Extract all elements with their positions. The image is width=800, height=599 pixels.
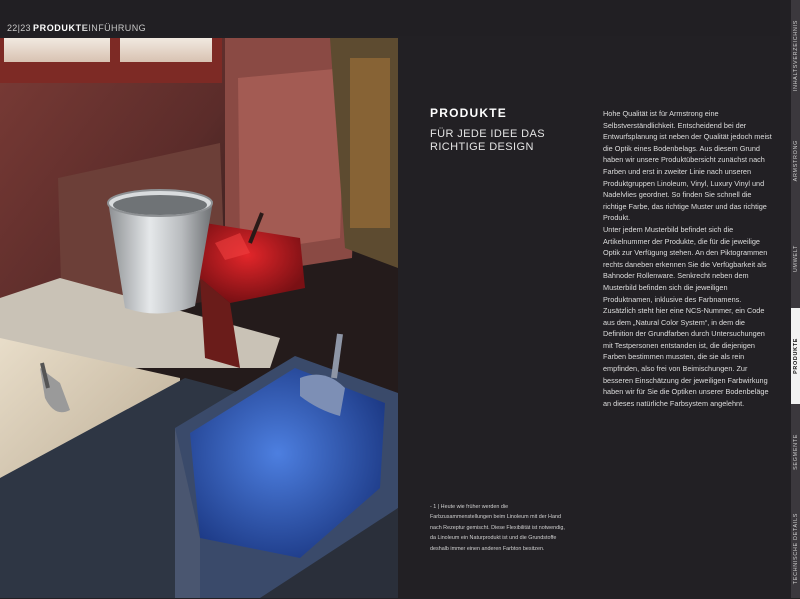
tab-segmente[interactable] (791, 404, 800, 501)
headline: PRODUKTE (430, 106, 507, 120)
tab-label: SEGMENTE (792, 434, 799, 470)
subsection-title: EINFÜHRUNG (82, 23, 146, 33)
page-header (0, 0, 780, 36)
body-text (603, 108, 775, 409)
tab-label: TECHNISCHE DETAILS (792, 513, 799, 585)
tab-label: UMWELT (792, 245, 799, 273)
tab-label: ARMSTRONG (792, 140, 799, 182)
page-numbers: 22|23 (7, 23, 31, 33)
tab-technische-details[interactable] (791, 500, 800, 599)
tab-umwelt[interactable] (791, 210, 800, 309)
photo-caption: - 1 | Heute wie früher werden die Farbzusammenstellungen beim Linoleum mit der Hand nach Rezeptur gemischt. Diese Flexibilität ist notwendig, da Linoleum ein Naturprodukt ist und die Grundstoffe deshalb immer einen anderen Farbton besitzen. (430, 504, 565, 552)
tab-inhaltsverzeichnis[interactable] (791, 0, 800, 113)
tab-label: PRODUKTE (792, 338, 799, 374)
workshop-photo (0, 38, 398, 598)
body-paragraph: Hohe Qualität ist für Armstrong eine Selbstverständlichkeit. Entscheidend bei der Entwurfsplanung ist neben der Qualität jedoch meist die Optik eines Bodenbelags. Aus diesem Grund haben wir unsere Produktübersicht zunächst nach Farben und erst in zweiter Linie nach unseren Produktgruppen Linoleum, Vinyl, Luxury Vinyl und Nadelvlies geordnet. So finden Sie schnell die richtige Farbe, das richtige Muster und das richtige Produkt. (603, 109, 772, 223)
section-tabs (791, 0, 800, 598)
tab-produkte[interactable] (791, 308, 800, 405)
body-paragraph: Unter jedem Musterbild befindet sich die Artikelnummer der Produkte, die für die jeweilige Optik zur Verfügung stehen. An den Piktogrammen rechts daneben erkennen Sie die Verfügbarkeit als Bahnoder Rollenware. Senkrecht neben dem Musterbild befinden sich die jeweiligen Produktnamen, inklusive des Farbnamens. Zusätzlich steht hier eine NCS-Nummer, ein Code aus dem „Natural Color System“, in dem die Definition der Grundfarben durch Untersuchungen mit Testpersonen entstanden ist, die diejenigen Farben bestimmen mussten, die sie als rein empfinden, also frei von Beimischungen. Zur besseren Einschätzung der jeweiligen Farbwirkung haben wir für Sie die Optiken unserer Bodenbeläge an dieses natürliche Farbsystem angelehnt. (603, 224, 769, 408)
tab-label: INHALTSVERZEICHNIS (792, 20, 799, 92)
section-title: PRODUKTE (33, 23, 89, 33)
tab-armstrong[interactable] (791, 112, 800, 211)
subheadline: FÜR JEDE IDEE DAS RICHTIGE DESIGN (430, 128, 545, 153)
